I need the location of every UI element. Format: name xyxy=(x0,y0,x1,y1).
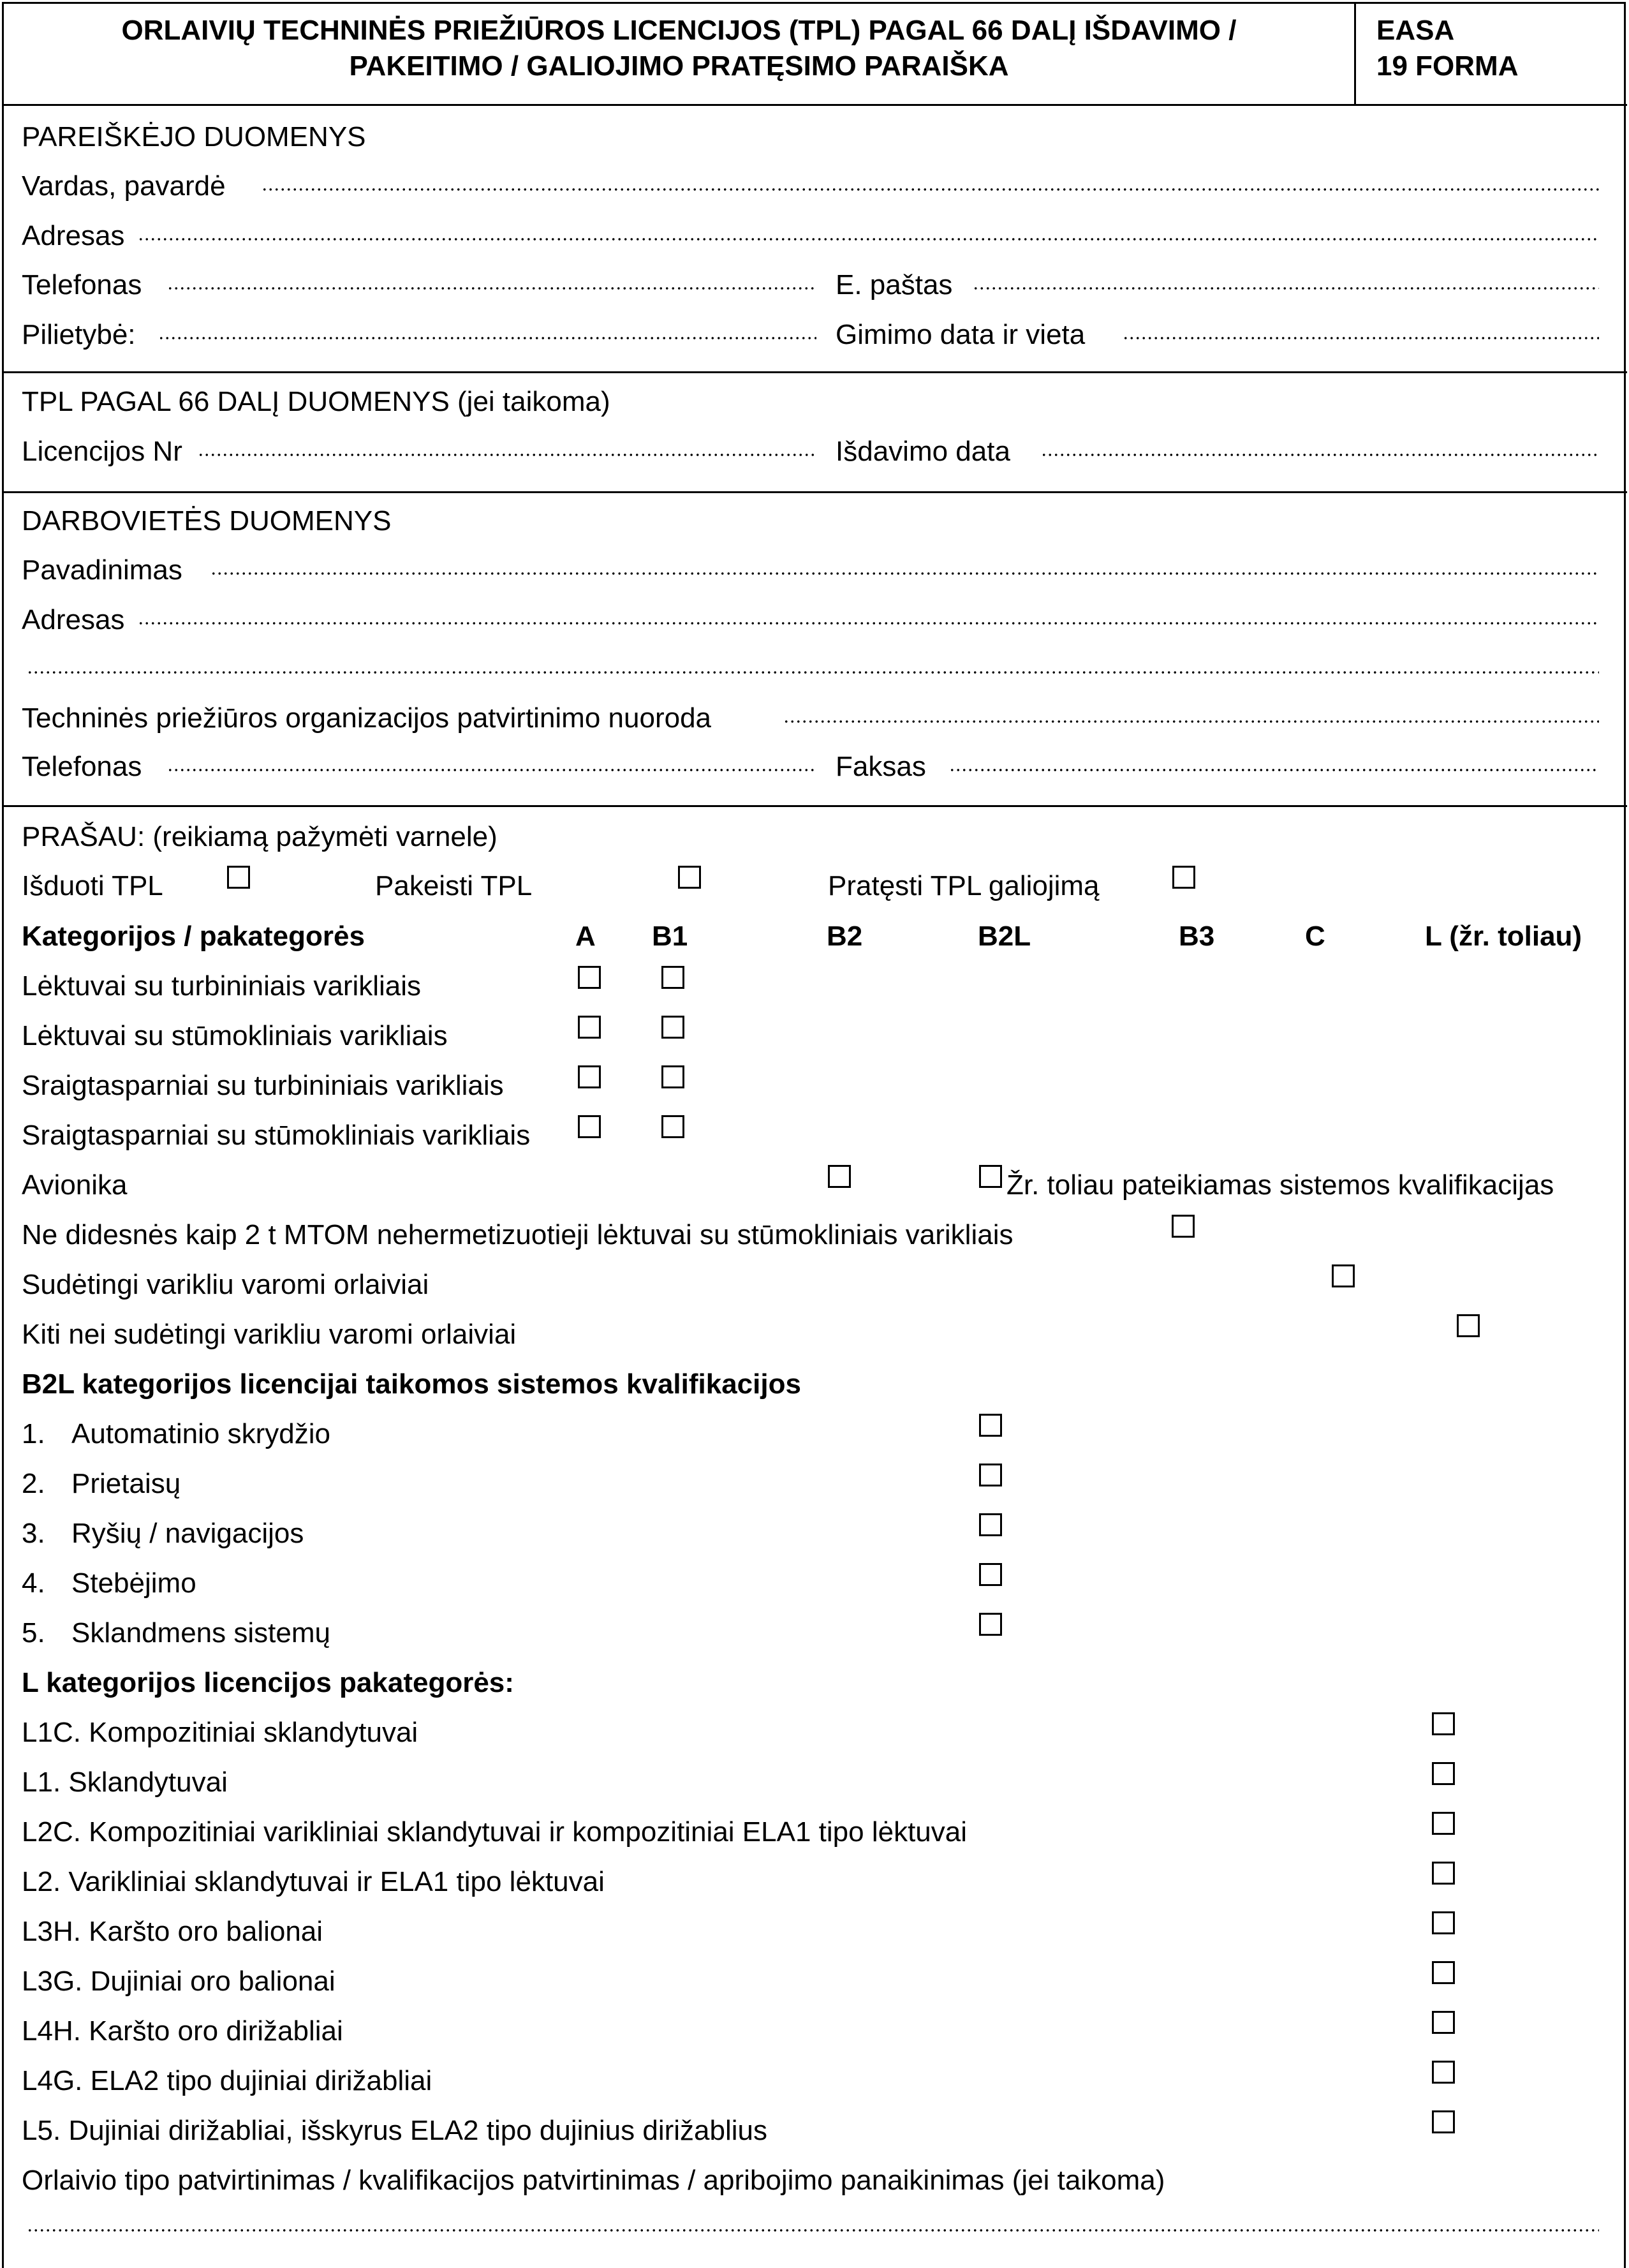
b2l-checkbox-3[interactable] xyxy=(979,1513,1002,1536)
b2l-item-label: Prietaisų xyxy=(71,1468,181,1499)
l-checkbox-l4g[interactable] xyxy=(1432,2061,1455,2084)
c-checkbox-non-complex[interactable] xyxy=(1457,1314,1480,1337)
applicant-birth-field[interactable] xyxy=(1123,335,1599,341)
checkbox-a-row-2[interactable] xyxy=(578,1016,601,1039)
l-checkbox-l1c[interactable] xyxy=(1432,1712,1455,1735)
employer-phone-field[interactable] xyxy=(167,767,816,773)
applicant-nationality-label: Pilietybė: xyxy=(22,319,136,350)
b2l-checkbox-4[interactable] xyxy=(979,1563,1002,1586)
issue-checkbox[interactable] xyxy=(227,866,250,889)
applicant-name-label: Vardas, pavardė xyxy=(22,170,226,202)
avionics-label: Avionika xyxy=(22,1169,128,1201)
column-l-header: L (žr. toliau) xyxy=(1425,921,1582,952)
l-item-label: L4H. Karšto oro dirižabliai xyxy=(22,2015,343,2047)
column-c-header: C xyxy=(1305,921,1325,952)
l-item-label: L3H. Karšto oro balionai xyxy=(22,1916,323,1947)
applicant-heading: PAREIŠKĖJO DUOMENYS xyxy=(22,121,366,152)
change-label: Pakeisti TPL xyxy=(375,870,533,901)
checkbox-a-row-1[interactable] xyxy=(578,966,601,989)
request-heading: PRAŠAU: (reikiamą pažymėti varnele) xyxy=(22,821,498,852)
c-row-2-label: Kiti nei sudėtingi varikliu varomi orlaiviai xyxy=(22,1319,517,1350)
checkbox-b1-row-4[interactable] xyxy=(661,1115,684,1138)
checkbox-b1-row-1[interactable] xyxy=(661,966,684,989)
employer-phone-label: Telefonas xyxy=(22,751,142,782)
l-item-label: L1C. Kompozitiniai sklandytuvai xyxy=(22,1717,418,1748)
b2l-item-number: 3. xyxy=(22,1518,45,1549)
license-heading: TPL PAGAL 66 DALĮ DUOMENYS (jei taikoma) xyxy=(22,386,610,417)
l-checkbox-l1[interactable] xyxy=(1432,1762,1455,1785)
b2l-checkbox-1[interactable] xyxy=(979,1414,1002,1437)
employer-name-field[interactable] xyxy=(210,570,1599,577)
form-number-line-1: EASA xyxy=(1376,15,1455,46)
category-row-label: Lėktuvai su stūmokliniais varikliais xyxy=(22,1020,448,1051)
header-bottom-rule xyxy=(2,104,1627,106)
l-checkbox-l4h[interactable] xyxy=(1432,2011,1455,2034)
applicant-phone-field[interactable] xyxy=(167,285,816,292)
checkbox-a-row-3[interactable] xyxy=(578,1065,601,1088)
employer-fax-label: Faksas xyxy=(836,751,926,782)
form-title-line-1: ORLAIVIŲ TECHNINĖS PRIEŽIŪROS LICENCIJOS (TPL) PAGAL 66 DALĮ IŠDAVIMO / xyxy=(121,15,1237,46)
applicant-address-label: Adresas xyxy=(22,220,125,251)
l-item-label: L2C. Kompozitiniai varikliniai sklandytuvai ir kompozitiniai ELA1 tipo lėktuvai xyxy=(22,1816,968,1848)
column-b3-header: B3 xyxy=(1179,921,1215,952)
b2l-checkbox-2[interactable] xyxy=(979,1464,1002,1486)
form-title xyxy=(4,13,1354,84)
form-title-line-2: PAKEITIMO / GALIOJIMO PRATĘSIMO PARAIŠKA xyxy=(349,50,1009,82)
categories-label: Kategorijos / pakategorės xyxy=(22,921,365,952)
applicant-birth-label: Gimimo data ir vieta xyxy=(836,319,1086,350)
applicant-address-field[interactable] xyxy=(138,236,1599,242)
b3-row-label: Ne didesnės kaip 2 t MTOM nehermetizuotieji lėktuvai su stūmokliniais varikliais xyxy=(22,1219,1014,1250)
license-issue-date-field[interactable] xyxy=(1041,452,1599,458)
employer-address-field[interactable] xyxy=(138,620,1599,626)
l-checkbox-l3h[interactable] xyxy=(1432,1911,1455,1934)
column-b1-header: B1 xyxy=(652,921,688,952)
license-issue-date-label: Išdavimo data xyxy=(836,436,1010,467)
b2l-item-number: 1. xyxy=(22,1418,45,1449)
checkbox-a-row-4[interactable] xyxy=(578,1115,601,1138)
b2l-item-label: Ryšių / navigacijos xyxy=(71,1518,304,1549)
b2l-item-number: 2. xyxy=(22,1468,45,1499)
form-number xyxy=(1376,13,1518,84)
column-b2-header: B2 xyxy=(827,921,863,952)
c-row-1-label: Sudėtingi varikliu varomi orlaiviai xyxy=(22,1269,429,1300)
applicant-email-label: E. paštas xyxy=(836,269,953,300)
c-checkbox-complex[interactable] xyxy=(1332,1264,1355,1287)
license-number-field[interactable] xyxy=(198,452,816,458)
applicant-nationality-field[interactable] xyxy=(158,335,816,341)
section-rule-2 xyxy=(2,491,1627,493)
change-checkbox[interactable] xyxy=(678,866,701,889)
category-row-label: Sraigtasparniai su stūmokliniais varikliais xyxy=(22,1120,531,1151)
issue-label: Išduoti TPL xyxy=(22,870,163,901)
b3-checkbox[interactable] xyxy=(1172,1215,1195,1238)
avionics-b2-checkbox[interactable] xyxy=(828,1165,851,1188)
l-item-label: L4G. ELA2 tipo dujiniai dirižabliai xyxy=(22,2065,432,2096)
type-rating-field[interactable] xyxy=(27,2227,1599,2234)
b2l-checkbox-5[interactable] xyxy=(979,1613,1002,1636)
l-checkbox-l5[interactable] xyxy=(1432,2110,1455,2133)
applicant-email-field[interactable] xyxy=(973,285,1599,292)
applicant-name-field[interactable] xyxy=(262,186,1599,193)
avionics-b2l-checkbox[interactable] xyxy=(979,1165,1002,1188)
l-category-heading: L kategorijos licencijos pakategorės: xyxy=(22,1667,514,1698)
b2l-heading: B2L kategorijos licencijai taikomos sistemos kvalifikacijos xyxy=(22,1368,801,1400)
employer-name-label: Pavadinimas xyxy=(22,554,182,586)
employer-fax-field[interactable] xyxy=(949,767,1599,773)
l-checkbox-l3g[interactable] xyxy=(1432,1961,1455,1984)
header-divider xyxy=(1354,2,1356,106)
checkbox-b1-row-2[interactable] xyxy=(661,1016,684,1039)
section-rule-1 xyxy=(2,371,1627,373)
l-item-label: L1. Sklandytuvai xyxy=(22,1767,228,1798)
renew-checkbox[interactable] xyxy=(1172,866,1195,889)
b2l-item-number: 5. xyxy=(22,1617,45,1649)
category-row-label: Lėktuvai su turbininiais varikliais xyxy=(22,970,422,1002)
b2l-item-number: 4. xyxy=(22,1568,45,1599)
form-number-line-2: 19 FORMA xyxy=(1376,50,1519,82)
renew-label: Pratęsti TPL galiojimą xyxy=(828,870,1100,901)
b2l-item-label: Stebėjimo xyxy=(71,1568,196,1599)
l-checkbox-l2c[interactable] xyxy=(1432,1812,1455,1835)
employer-address-label: Adresas xyxy=(22,604,125,635)
type-rating-label: Orlaivio tipo patvirtinimas / kvalifikacijos patvirtinimas / apribojimo panaikinimas (jei taikoma) xyxy=(22,2165,1165,2196)
avionics-note: Žr. toliau pateikiamas sistemos kvalifikacijas xyxy=(1006,1169,1554,1201)
employer-approval-label: Techninės priežiūros organizacijos patvirtinimo nuoroda xyxy=(22,702,712,734)
b2l-item-label: Automatinio skrydžio xyxy=(71,1418,330,1449)
category-row-label: Sraigtasparniai su turbininiais varikliais xyxy=(22,1070,504,1101)
employer-approval-field[interactable] xyxy=(783,718,1599,725)
l-item-label: L3G. Dujiniai oro balionai xyxy=(22,1966,335,1997)
applicant-phone-label: Telefonas xyxy=(22,269,142,300)
column-b2l-header: B2L xyxy=(978,921,1031,952)
l-item-label: L2. Varikliniai sklandytuvai ir ELA1 tipo lėktuvai xyxy=(22,1866,605,1897)
l-item-label: L5. Dujiniai dirižabliai, išskyrus ELA2 tipo dujinius dirižablius xyxy=(22,2115,767,2146)
license-number-label: Licencijos Nr xyxy=(22,436,182,467)
b2l-item-label: Sklandmens sistemų xyxy=(71,1617,330,1649)
employer-heading: DARBOVIETĖS DUOMENYS xyxy=(22,505,392,537)
employer-address-field-2[interactable] xyxy=(27,669,1599,676)
checkbox-b1-row-3[interactable] xyxy=(661,1065,684,1088)
section-rule-3 xyxy=(2,805,1627,807)
column-a-header: A xyxy=(575,921,596,952)
l-checkbox-l2[interactable] xyxy=(1432,1862,1455,1885)
